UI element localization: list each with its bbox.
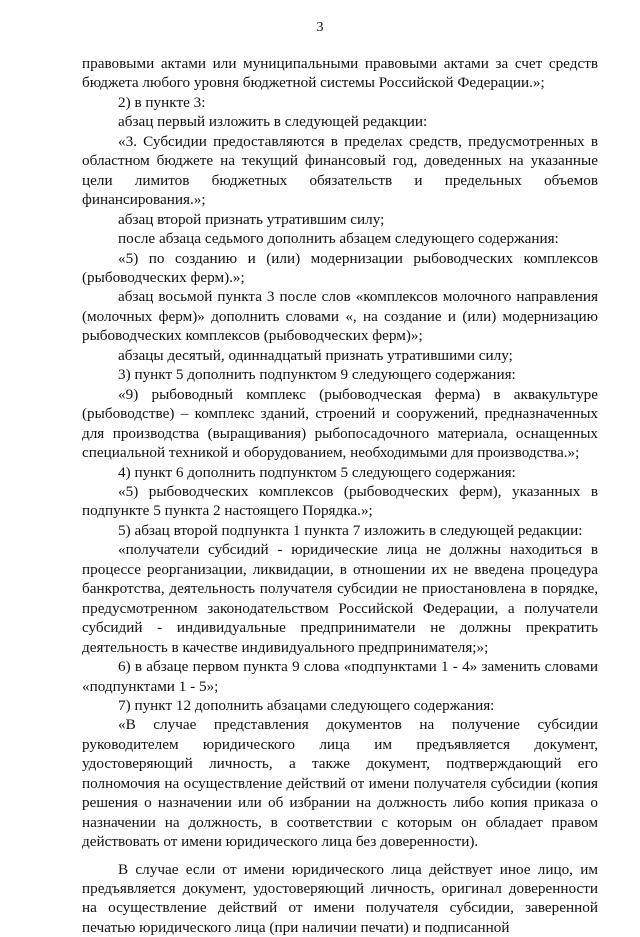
paragraph: абзац первый изложить в следующей редакции: [118,113,428,131]
paragraph: правовыми актами или муниципальными правовыми актами за счет средств бюджета любого уровня бюджетной системы Российской Федерации.»; [82,55,598,92]
paragraph: «3. Субсидии предоставляются в пределах средств, предусмотренных в областном бюджете на текущий финансовый год, доведенных на указанные цели лимитов бюджетных обязательств и предельных объемов финансирования.»; [82,132,598,209]
paragraph: абзац восьмой пункта 3 после слов «комплексов молочного направления (молочных ферм)» дополнить словами «, на создание и (или) модернизацию рыбоводческих комплексов (рыбоводческих ферм)»; [82,288,598,345]
paragraph: абзацы десятый, одиннадцатый признать утратившими силу; [118,346,513,364]
paragraph: В случае если от имени юридического лица действует иное лицо, им предъявляется документ, удостоверяющий личность, оригинал доверенности на осуществление действий от имени получателя субсидии, заверенной печатью юридического лица (при наличии печати) и подписанной [82,860,598,936]
paragraph: «получатели субсидий - юридические лица не должны находиться в процессе реорганизации, ликвидации, в отношении их не введена процедура банкротства, деятельность получателя субсидии не приостановлена в порядке, предусмотренном законодательством Российской Федерации, а получатели субсидий - индивидуальные предприниматели не должны прекратить деятельность в качестве индивидуального предпринимателя;»; [82,541,598,656]
paragraph: 6) в абзаце первом пункта 9 слова «подпунктами 1 - 4» заменить словами «подпунктами 1 - 5»; [82,658,598,695]
paragraph: «9) рыбоводный комплекс (рыбоводческая ферма) в аквакультуре (рыбоводстве) – комплекс зданий, строений и сооружений, предназначенных для производства (выращивания) рыбопосадочного материала, оснащенных специальной техникой и оборудованием, необходимыми для производства.»; [82,385,598,462]
paragraph: после абзаца седьмого дополнить абзацем следующего содержания: [118,230,559,248]
page-number: 3 [316,20,324,35]
paragraph: «В случае представления документов на получение субсидии руководителем юридического лица им предъявляется документ, удостоверяющий личность, а также документ, подтверждающий его полномочия на осуществление действий от имени получателя субсидии (копия решения о назначении или об избрании на должность либо копия приказа о назначении на должность, в соответствии с которым он обладает правом действовать от имени юридического лица без доверенности). [82,716,598,851]
paragraph: абзац второй признать утратившим силу; [118,210,385,228]
document-body [82,54,598,937]
paragraph: 4) пункт 6 дополнить подпунктом 5 следующего содержания: [118,463,516,481]
paragraph: 3) пункт 5 дополнить подпунктом 9 следующего содержания: [118,366,516,384]
paragraph: 5) абзац второй подпункта 1 пункта 7 изложить в следующей редакции: [118,521,583,539]
paragraph: 2) в пункте 3: [118,93,206,111]
paragraph: 7) пункт 12 дополнить абзацами следующего содержания: [118,696,495,714]
paragraph: «5) рыбоводческих комплексов (рыбоводческих ферм), указанных в подпункте 5 пункта 2 настоящего Порядка.»; [82,482,598,520]
paragraph: «5) по созданию и (или) модернизации рыбоводческих комплексов (рыбоводческих ферм).»; [82,249,598,286]
